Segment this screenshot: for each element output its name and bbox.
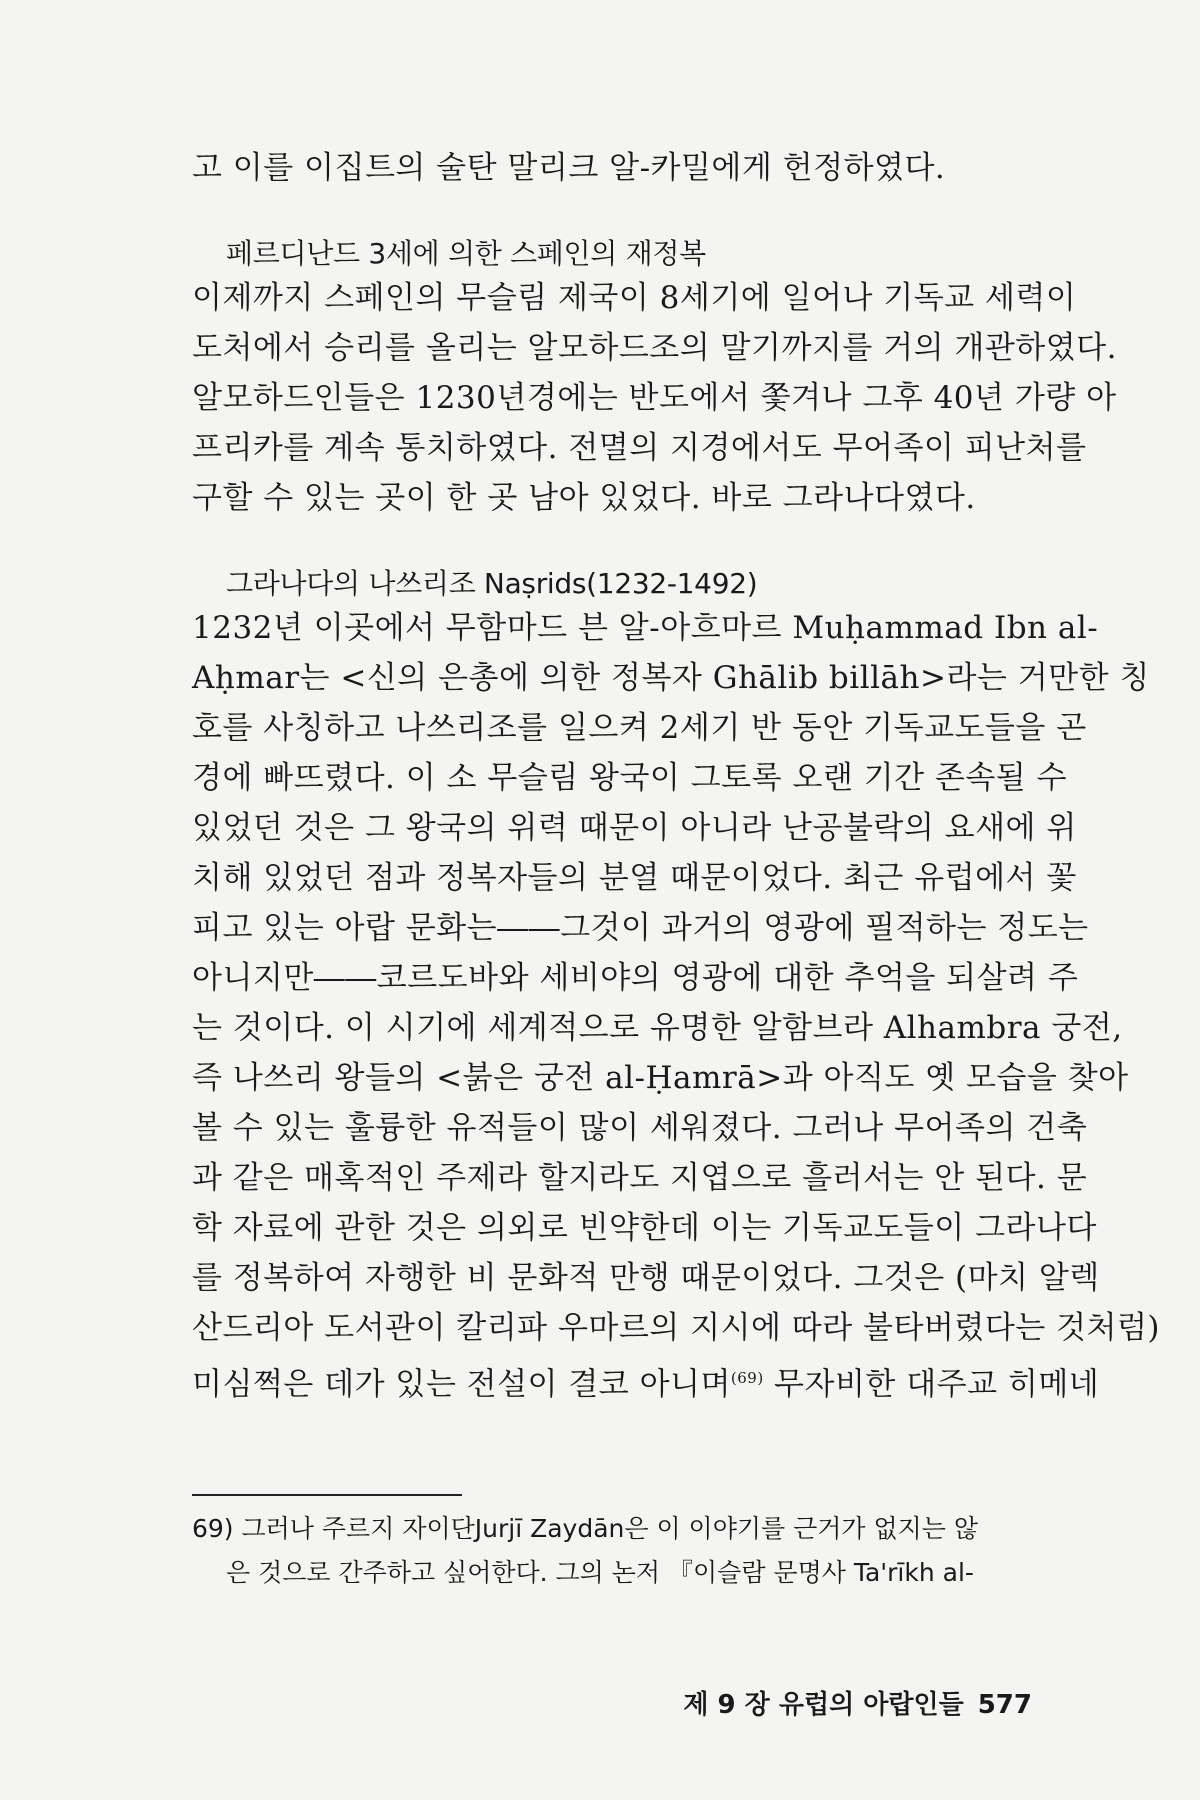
body-line: 프리카를 계속 통치하였다. 전멸의 지경에서도 무어족이 피난처를 — [192, 430, 1087, 466]
section-heading-reconquest: 페르디난드 3세에 의한 스페인의 재정복 — [226, 237, 706, 270]
footnote-line: 은 것으로 간주하고 싶어한다. 그의 논저 『이슬람 문명사 Ta'rīkh al- — [226, 1558, 974, 1587]
body-line: 피고 있는 아랍 문화는――그것이 과거의 영광에 필적하는 정도는 — [192, 910, 1089, 946]
body-line: 즉 나쓰리 왕들의 <붉은 궁전 al-Ḥamrā>과 아직도 옛 모습을 찾아 — [192, 1060, 1129, 1096]
body-line: 알모하드인들은 1230년경에는 반도에서 쫓겨나 그후 40년 가량 아 — [192, 380, 1117, 416]
body-line: 아니지만――코르도바와 세비야의 영광에 대한 추억을 되살려 주 — [192, 960, 1079, 996]
footnote-divider — [192, 1494, 462, 1496]
body-line-text: 미심쩍은 데가 있는 전설이 결코 아니며 — [192, 1366, 731, 1403]
body-line: 를 정복하여 자행한 비 문화적 만행 때문이었다. 그것은 (마치 알렉 — [192, 1260, 1100, 1296]
footnote-line: 69) 그러나 주르지 자이단Jurjī Zaydān은 이 이야기를 근거가 없지는 않 — [192, 1514, 979, 1543]
body-line: 치해 있었던 점과 정복자들의 분열 때문이었다. 최근 유럽에서 꽃 — [192, 860, 1077, 896]
body-line-with-footnote-ref — [192, 1358, 1100, 1404]
body-line: 구할 수 있는 곳이 한 곳 남아 있었다. 바로 그라나다였다. — [192, 480, 976, 516]
opening-line: 고 이를 이집트의 술탄 말리크 알-카밀에게 헌정하였다. — [192, 150, 946, 186]
body-line: 학 자료에 관한 것은 의외로 빈약한데 이는 기독교도들이 그라나다 — [192, 1210, 1097, 1246]
body-line: 볼 수 있는 훌륭한 유적들이 많이 세워졌다. 그러나 무어족의 건축 — [192, 1110, 1088, 1146]
body-line: 경에 빠뜨렸다. 이 소 무슬림 왕국이 그토록 오랜 기간 존속될 수 — [192, 760, 1068, 796]
body-line: 이제까지 스페인의 무슬림 제국이 8세기에 일어나 기독교 세력이 — [192, 280, 1077, 316]
chapter-title: 제 9 장 유럽의 아랍인들 — [683, 1690, 964, 1720]
body-line: Aḥmar는 <신의 은총에 의한 정복자 Ghālib billāh>라는 거만한 칭 — [192, 660, 1150, 696]
body-line: 산드리아 도서관이 칼리파 우마르의 지시에 따라 불타버렸다는 것처럼) — [192, 1310, 1161, 1346]
body-line: 도처에서 승리를 올리는 알모하드조의 말기까지를 거의 개관하였다. — [192, 330, 1117, 366]
section-heading-nasrids: 그라나다의 나쓰리조 Naṣrids(1232-1492) — [226, 567, 758, 600]
body-line: 과 같은 매혹적인 주제라 할지라도 지엽으로 흘러서는 안 된다. 문 — [192, 1160, 1088, 1196]
footnote-reference: (69) — [730, 1369, 764, 1387]
body-line: 있었던 것은 그 왕국의 위력 때문이 아니라 난공불락의 요새에 위 — [192, 810, 1077, 846]
body-line: 호를 사칭하고 나쓰리조를 일으켜 2세기 반 동안 기독교도들을 곤 — [192, 710, 1087, 746]
body-line-tail: 무자비한 대주교 히메네 — [763, 1366, 1100, 1403]
body-line: 1232년 이곳에서 무함마드 븐 알-아흐마르 Muḥammad Ibn al- — [192, 610, 1099, 646]
page-footer — [683, 1688, 1032, 1722]
page-number: 577 — [977, 1690, 1032, 1720]
body-line: 는 것이다. 이 시기에 세계적으로 유명한 알함브라 Alhambra 궁전, — [192, 1010, 1123, 1046]
